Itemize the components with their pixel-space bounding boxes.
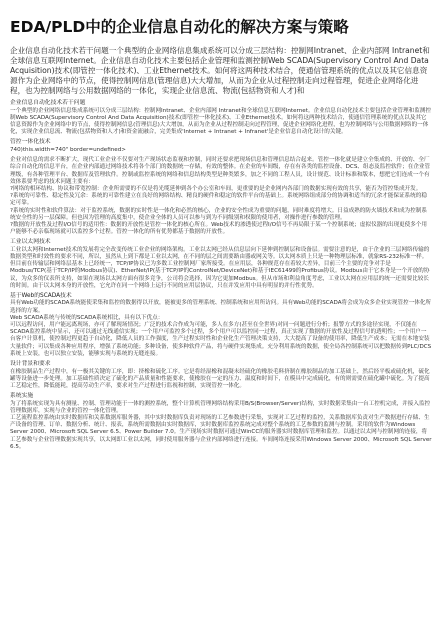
- section-heading-web-scada: 基于Web的SCADA技术: [10, 293, 72, 300]
- section-text-background: 在橡胶制品生产过程中，有一极其关键的工序，即：挤橡和硫化工序。它是将经湿橡和混凝未经硫化的橡胶毛料挤制在橡胶制品的加工基础上，然后经平板或硫化机，硫化罐等设备进一步处理。加工基础性质决定了硫化的产品质量和性能要求，使橡胶在一定的压力、温度和时间下，在模具中完成硫化，有的则需要在硫化罐中硫化。为了提高工艺稳定性，降低能耗，提高劳动生产率，要求对生产过程进行监视和控制，实现管控一体化。: [10, 368, 430, 389]
- section-heading-implementation: 系统实施: [10, 393, 34, 400]
- section-text-implementation: 为了将系统实现为具有测量、控制、管理功能于一体的测控系统，整个计算机管理网络结构采用B/S(Browser/Server)结构，实时数据采集由一台工控机完成，并接入监控管理数据库，实现与企业的管控一体化管理。 工艺流程监控系统由实时数据库和关系数据库服务器，其中实时数据库负责对现场的工艺参数进行采集，实现对工艺过程的监控，关系数据库负责对生产数据进行存储、生产设备的管理、订单、数据分析、统计、报表，系统所需数据由实时数据库，实时数据库监控系统完成对整个系统的工艺参数的监测与控制。采用的软件为Windows Server 2000、Microsoft SQL Server 6.5、Power Builder 7.0。生产现场实时数据可通过WinCC的服务器实时数据库管理和监控。以通过以太网与控制网的连接，将工艺参数与企业管理数据实现共享，以太网即工业以太网，同时使用服务器与企业内部网络进行连接。车间网络连接采用Windows Server 2000、Microsoft SQL Server 6.5。: [10, 400, 432, 450]
- section-heading-background: 设计背景和要求: [10, 361, 51, 368]
- section-heading-integration: 管控一体化技术: [10, 139, 51, 146]
- lead-paragraph: 企业信息自动化技术若干问题一个典型的企业网络信息集成系统可以分成三层结构：控制网Intranet、企业内部网 Intranet和全球信息互联网Internet。企业信息自动化技术主要包括企业管理和监测控制Web SCADA(Supervisory Control And Data Acquisition)技术(即管控一体化技术)、工业Ethernet技术。如何将这两种技术结合，使通信管理系统的优点以及其它信息资源作为企业网络中的节点，使得控制网信息(管理信息)大大增加，从而为企业从过程控制走向过程管理，促进企业网络化进程，也为控制网络与公用数据网络的一体化，实现企业信息流、物流(包括物资和人才)和: [10, 46, 430, 95]
- section-text-web-scada: 具有Web功能的SCADA系统能使采集和监控的数据得以开放，能被更多的管理系统、控制系统和应用所访问。具有Web功能的SCADA将会成为众多企业实现管控一体化所选择的方案。 Web SCADA系统与传统的SCADA系统相比，具有以下优点： 可以远程访问，用户能远离现场，亦可了解现场情况；广泛的技术合作成为可能，多人在多方(甚至在全世界)对同一问题进行分析；报警方式的多途径实现，不仅能在SCADA监控系统中显示，还可以通过无线通信实现；一个用户可监控多个过程，多个用户可以监控同一过程，真正实现了数据的开放性及过程信号的透明性；一个用户一台客户计算机，使控制过程更趋于自动化，降低人员的工作强度，生产过程实时性和企业化生产管理决策支持，大大提高了设备的使用率，降低生产成本；无需在本地安装大量软件；可以集成各种应用程序，增强了系统功能；多种设备，使多种软件产品，将与硬件实现集成。充分利用系统的数据，使全局各控制系统可以把数据传到PLC/DCS系统上安装，也可以独立安装，能够实现与系统的无缝连接。: [10, 300, 432, 357]
- article-title: EDA/PLD中的企业信息自动化的解决方案与策略: [10, 18, 349, 36]
- code-fragment: 740)this.width=740" border=undefined>: [10, 147, 126, 153]
- section-heading-issues: 企业信息自动化技术若干问题: [10, 100, 86, 106]
- section-text-ethernet: 工业以太网和Internet技术的发展将完全改变传统工业企业的网络架构。工业以太网已经从信息层向下延伸到控制层和设备层。需要注意的是，由于企业的三层网络传输的数据类型和时效性的要求不同，所以，虽然从上到下都是工业以太网，在不同的层之间需要路由器或网关等。以太网本质上只是一种物理层标准，就象RS-232标准一样。但目前在传输层和网络层基本上已经统一，TCP/IP协议已为多数工业控制网厂家所接受。在应用层，各种规范存在着较大差异，目前三个主要的竞争对手是Modbus/TCP(基于TCP/IP的Modbus协议)、EtherNet/IP(基于TCP/IP的ControlNet/DeviceNet)和基于IEC61499的Profibus协议。Modbus由于它本身是一个开放的协议，为众多的仪表所支持，如果在现场以太网方面有很多竞争，公司将会选择，因为它更加Modbus。但从市场和利益角度考虑，工业以太网在应用层的统一还需要比较长的时间。由于以太网本身的开放性，它允许在同一个网络上运行不同的应用层协议，只在并发应用中具有明显的并行性优势。: [10, 246, 430, 289]
- section-text-issues: 一个典型的企业网络信息集成系统可以分成三层结构：控制网Intranet、企业内部网 Intranet和全球信息互联网Internet。企业信息自动化技术主要包括企业管理和监测控制Web SCADA(Supervisory Control And Data Acquisition)技术(即管控一体化技术)、工业Ethernet技术。如何将这两种技术结合，使通信管理系统的优点以及其它信息资源作为企业网络中的节点，使得控制网信息(管理信息)大大增加，从而为企业从过程控制走向过程管理，促进企业网络化进程，也为控制网络与公用数据网络的一体化，实现企业信息流、物流(包括物资和人才)和资金流融合，完美集成'Internet + Intranet + Infranet'是企业信息自动化设计的关键。: [10, 107, 431, 136]
- section-heading-ethernet: 工业以太网技术: [10, 239, 51, 246]
- section-text-integration: 企业对信息的需求不断扩大，现代工业企业不仅要对生产现场状态监视和控制，同时还要求把现场信息和管理信息结合起来。管控一体化就是建立全集成的、开放的、全厂综合自动化的信息平台，在企业内部通过网络技术将各个部门的数据统一存储，有效的整体。在企业的车间级，存在有各类的监控设备、DCS、组态及监控软件；在企业管理级，有各种管理平台、数据库及管理软件。控制或监控系统的网络和信息结构类型是种类繁多，加之不同的工程人员，设计规范、设计标准和版本，想把它们连成一个有效体系要考虑的技术问题主要有： ?网络的相环结构、协议和带宽控制：企业所需要的不仅是将光缆延伸到各个办公室和车间，更重要的是企业网内各部门的数据实现有效的共享，能否为管控集成开发。 ?系统的可靠性、稳定性及冗余：系统的可靠性建立在良好的网络结构、精良的硬件和稳定的软件平台的基础上。系统网络组成部分的协调和适当的冗余才能保证系统的稳定可靠。 ?系统的实时性和软件算法：对于监控系统，数据的实时性是一体化和必然的核心，企业的安全性成为重要的问题，同时难度将增大。日益成熟的防火墙技术和成为控制系统安全性的另一层保障。但也因为管理的高度集中，使企业全体的人员可以参与到为不同级别和权限的使用者，对操作进行参数的管理。 ?数据的开放性及过程I/O信号的适用性：数据的开放性是管控一体化的核心所在。Web技术的渗透使过程I/O信号不再局限于某一个控制系统；虚拟仪器的出现更使多个用户能够不必亲临现场就可以监控多个过程。管控一体化的所有优势都基于数据的开放性。: [10, 157, 431, 236]
